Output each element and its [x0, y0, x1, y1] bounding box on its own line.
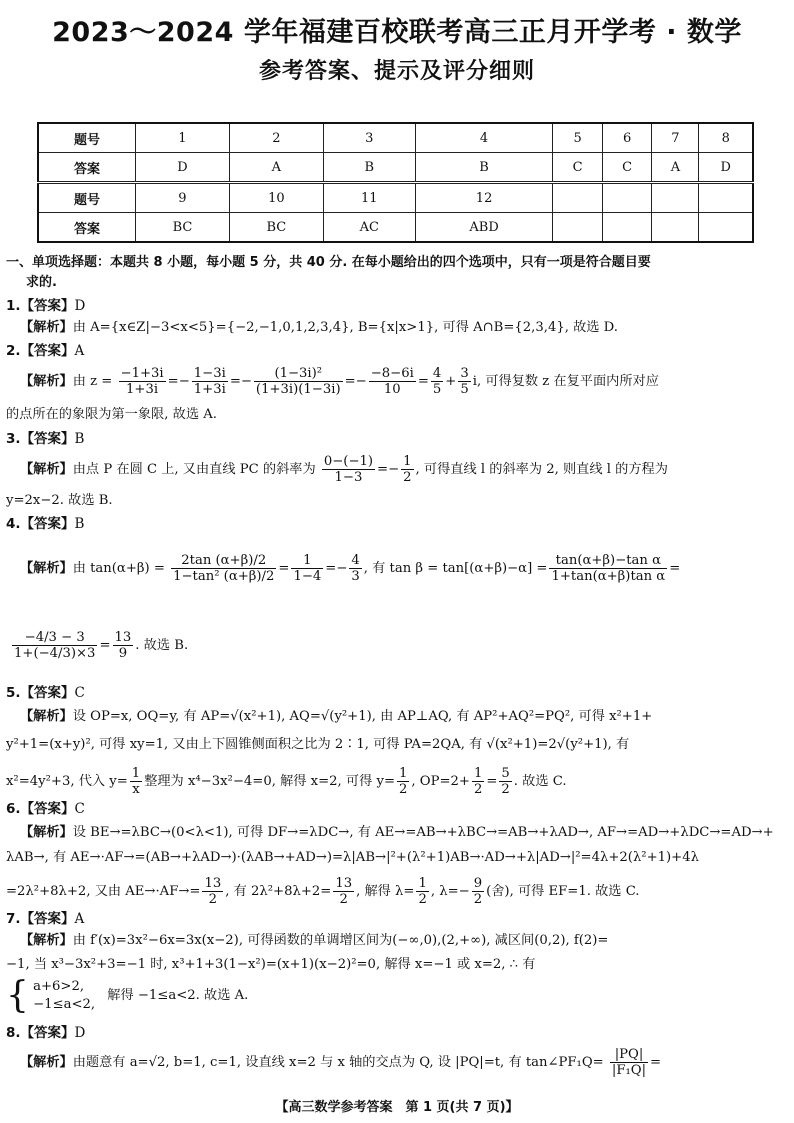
brace-icon: { — [6, 975, 29, 1016]
question-number: 5 — [553, 123, 603, 153]
fraction: $\frac{1}{2}$ — [399, 766, 408, 797]
fraction: $\frac{1-3i}{1+3i}$ — [193, 366, 226, 397]
q4-analysis-line2: $\frac{-4/3 - 3}{1+(-4/3)\times 3}$ = $\frac{13}{9}$ . 故选 B. — [14, 630, 189, 661]
question-number: 2 — [229, 123, 323, 153]
q3-analysis: 【解析】由点 P 在圆 C 上, 又由直线 PC 的斜率为 $\frac{0-(-1)}{1-3}$ =− $\frac{1}{2}$ , 可得直线 l 的斜率为 2, 则直线 l 的方程为 — [20, 454, 668, 485]
q3-answer: 3.【答案】B — [6, 431, 85, 447]
question-number: 9 — [136, 183, 230, 213]
q8-answer: 8.【答案】D — [6, 1025, 86, 1041]
answer-cell: A — [229, 153, 323, 183]
document-title: 2023～2024 学年福建百校联考高三正月开学考 · 数学 — [52, 17, 742, 48]
row-header: 答案 — [38, 213, 136, 243]
q6-analysis-line3: =2λ²+8λ+2, 又由 AE→·AF→= $\frac{13}{2}$ , 有 2λ²+8λ+2= $\frac{13}{2}$ , 解得 λ= $\frac{1}{2}$ , λ=− $\frac{9}{2}$ (舍), 可得 EF=1. 故选 C. — [6, 876, 640, 907]
section-heading: 一、单项选择题：本题共 8 小题，每小题 5 分，共 40 分. 在每小题给出的四个选项中，只有一项是符合题目要 求的. — [6, 255, 651, 290]
row-header: 题号 — [38, 183, 136, 213]
q7-analysis-line3: { a+6>2, −1≤a<2, 解得 −1≤a<2. 故选 A. — [6, 975, 249, 1016]
fraction: $\frac{-8-6i}{10}$ — [370, 366, 414, 397]
fraction: $\frac{13}{2}$ — [335, 876, 353, 907]
q6-answer: 6.【答案】C — [6, 801, 85, 817]
fraction: $\frac{1}{1-4}$ — [293, 553, 322, 584]
table-row — [38, 183, 753, 213]
answer-cell — [602, 213, 652, 243]
fraction: $\frac{3}{5}$ — [460, 366, 469, 397]
q1-analysis: 【解析】由 A={x∈Z|−3<x<5}={−2,−1,0,1,2,3,4}, B={x|x>1}, 可得 A∩B={2,3,4}, 故选 D. — [20, 320, 618, 335]
q4-analysis: 【解析】由 tan(α+β) = $\frac{2\tan (\alpha+\beta)/2}{\text{1−tan² (α+β)/2}}$ = $\frac{1}{1-4}$ =− $\frac{4}{3}$ , 有 tan β = tan[(α+β)−α] = $\frac{\text{tan(α+β)−tan α}}{\text{1+tan(α+β)tan α}}$ = — [20, 553, 681, 584]
q1-answer: 1.【答案】D — [6, 298, 86, 314]
inequality-system: a+6>2, −1≤a<2, — [33, 979, 96, 1012]
fraction: $\frac{1}{2}$ — [418, 876, 427, 907]
page-footer: 【高三数学参考答案 第 1 页(共 7 页)】 — [275, 1100, 519, 1115]
q3-analysis-line2: y=2x−2. 故选 B. — [6, 493, 113, 508]
q6-analysis-line2: λAB→, 有 AE→·AF→=(AB→+λAD→)·(λAB→+AD→)=λ|AB→|²+(λ²+1)AB→·AD→+λ|AD→|²=4λ+2(λ²+1)+4λ — [6, 850, 699, 865]
q4-answer: 4.【答案】B — [6, 516, 85, 532]
question-number: 6 — [602, 123, 652, 153]
table-row — [38, 153, 753, 183]
fraction: $\frac{\text{tan(α+β)−tan α}}{\text{1+tan(α+β)tan α}}$ — [551, 553, 666, 584]
q5-analysis-line2: y²+1=(x+y)², 可得 xy=1, 又由上下圆锥侧面积之比为 2∶1, 可得 PA=2QA, 有 √(x²+1)=2√(y²+1), 有 — [6, 737, 630, 752]
table-row — [38, 123, 753, 153]
q5-analysis-line3: x²=4y²+3, 代入 y= $\frac{1}{x}$ 整理为 x⁴−3x²−4=0, 解得 x=2, 可得 y= $\frac{1}{2}$ , OP=2+ $\frac{1}{2}$ = $\frac{5}{2}$ . 故选 C. — [6, 766, 567, 797]
question-number: 1 — [136, 123, 230, 153]
question-number — [652, 183, 699, 213]
document-subtitle: 参考答案、提示及评分细则 — [258, 59, 535, 84]
q8-analysis: 【解析】由题意有 a=√2, b=1, c=1, 设直线 x=2 与 x 轴的交点为 Q, 设 |PQ|=t, 有 tan∠PF₁Q= $\frac{|PQ|}{\text{|F₁Q|}}$ = — [20, 1047, 662, 1078]
question-number: 4 — [415, 123, 552, 153]
question-number: 10 — [229, 183, 323, 213]
answer-cell: AC — [323, 213, 415, 243]
q2-answer: 2.【答案】A — [6, 343, 85, 359]
question-number: 8 — [699, 123, 753, 153]
fraction: $\frac{-4/3 - 3}{1+(-4/3)\times 3}$ — [14, 630, 96, 661]
question-number: 7 — [652, 123, 699, 153]
fraction: $\frac{1}{2}$ — [403, 454, 412, 485]
q2-analysis-line2: 的点所在的象限为第一象限, 故选 A. — [6, 407, 217, 422]
q2-analysis: 【解析】由 z = $\frac{-1+3i}{1+3i}$ =− $\frac{1-3i}{1+3i}$ =− $\frac{\text{(1−3i)²}}{(1+3i)(1-3i)}$ =− $\frac{-8-6i}{10}$ = $\frac{4}{5}$ + $\frac{3}{5}$ i, 可得复数 z 在复平面内所对应 — [20, 366, 659, 397]
row-header: 题号 — [38, 123, 136, 153]
question-number: 3 — [323, 123, 415, 153]
fraction: $\frac{0-(-1)}{1-3}$ — [323, 454, 374, 485]
fraction: $\frac{2\tan (\alpha+\beta)/2}{\text{1−tan² (α+β)/2}}$ — [173, 553, 275, 584]
fraction: $\frac{-1+3i}{1+3i}$ — [120, 366, 164, 397]
answer-cell — [553, 213, 603, 243]
fraction: $\frac{|PQ|}{\text{|F₁Q|}}$ — [611, 1047, 647, 1078]
q6-analysis: 【解析】设 BE→=λBC→(0<λ<1), 可得 DF→=λDC→, 有 AE→=AB→+λBC→=AB→+λAD→, AF→=AD→+λDC→=AD→+ — [20, 825, 774, 840]
answer-table — [37, 122, 754, 243]
fraction: $\frac{4}{3}$ — [351, 553, 360, 584]
question-number: 12 — [415, 183, 552, 213]
question-number — [699, 183, 753, 213]
table-row — [38, 213, 753, 243]
fraction: $\frac{5}{2}$ — [501, 766, 510, 797]
fraction: $\frac{1}{2}$ — [473, 766, 483, 797]
q5-answer: 5.【答案】C — [6, 685, 85, 701]
answer-cell: C — [553, 153, 603, 183]
answer-cell: ABD — [415, 213, 552, 243]
fraction: $\frac{9}{2}$ — [473, 876, 483, 907]
answer-cell: D — [136, 153, 230, 183]
q7-analysis-line2: −1, 当 x³−3x²+3=−1 时, x³+1+3(1−x²)=(x+1)(x−2)²=0, 解得 x=−1 或 x=2, ∴ 有 — [6, 957, 536, 972]
row-header: 答案 — [38, 153, 136, 183]
q5-analysis: 【解析】设 OP=x, OQ=y, 有 AP=√(x²+1), AQ=√(y²+1), 由 AP⊥AQ, 有 AP²+AQ²=PQ², 可得 x²+1+ — [20, 709, 653, 724]
answer-cell — [699, 213, 753, 243]
answer-cell: B — [323, 153, 415, 183]
question-number — [602, 183, 652, 213]
question-number — [553, 183, 603, 213]
answer-cell: BC — [229, 213, 323, 243]
answer-cell: C — [602, 153, 652, 183]
q7-analysis: 【解析】由 f′(x)=3x²−6x=3x(x−2), 可得函数的单调增区间为(−∞,0),(2,+∞), 减区间(0,2), f(2)= — [20, 933, 609, 948]
fraction: $\frac{\text{(1−3i)²}}{(1+3i)(1-3i)}$ — [255, 366, 341, 397]
fraction: $\frac{1}{x}$ — [131, 766, 141, 797]
fraction: $\frac{13}{9}$ — [114, 630, 132, 661]
answer-cell: A — [652, 153, 699, 183]
answer-cell: D — [699, 153, 753, 183]
fraction: $\frac{13}{2}$ — [204, 876, 222, 907]
fraction: $\frac{4}{5}$ — [432, 366, 442, 397]
answer-cell: BC — [136, 213, 230, 243]
answer-cell: B — [415, 153, 552, 183]
question-number: 11 — [323, 183, 415, 213]
answer-cell — [652, 213, 699, 243]
q7-answer: 7.【答案】A — [6, 911, 85, 927]
